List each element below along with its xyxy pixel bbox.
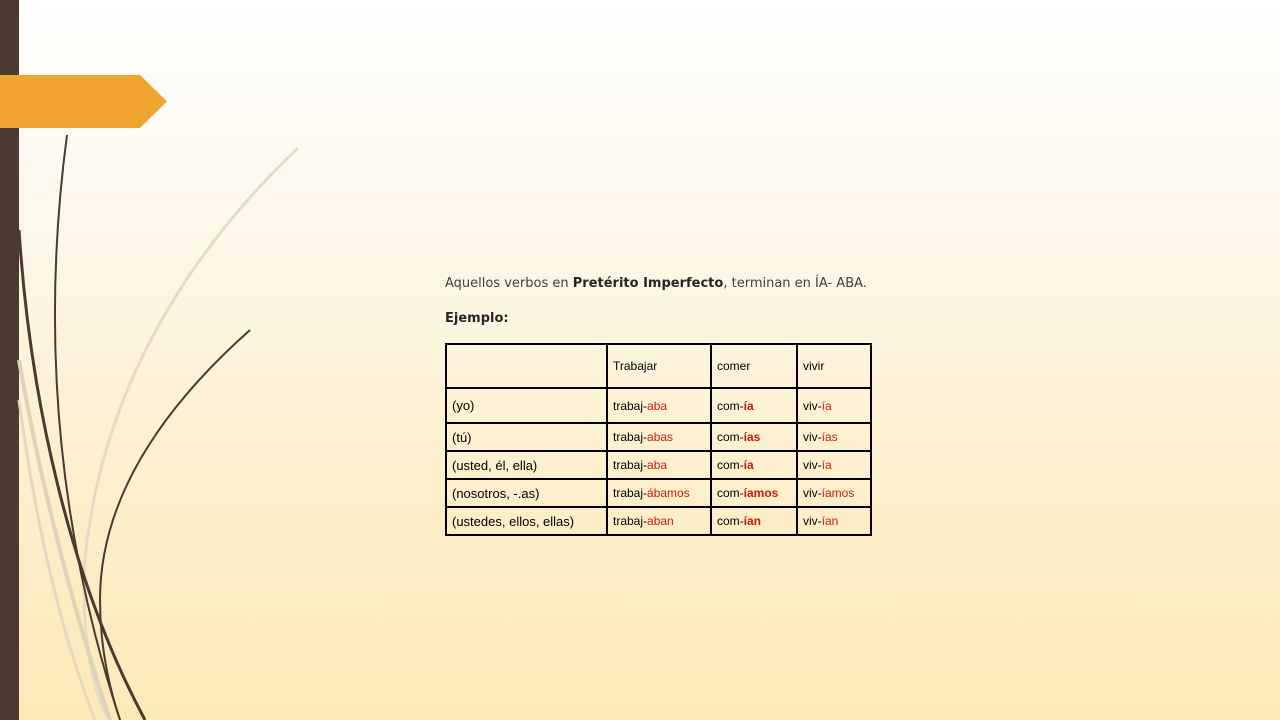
ending: ía <box>821 398 832 413</box>
table-header-row <box>446 344 871 388</box>
ending: ía <box>821 458 832 472</box>
trabajar-cell <box>607 479 711 507</box>
conjugation-table <box>445 343 872 536</box>
stem: viv- <box>803 430 822 444</box>
table-row <box>446 507 871 535</box>
trabajar-cell <box>607 388 711 423</box>
stem: viv- <box>803 398 822 413</box>
header-cell-comer: comer <box>711 344 797 388</box>
stem: com- <box>717 514 744 528</box>
ending: aba <box>647 458 668 472</box>
trabajar-cell <box>607 507 711 535</box>
stem: com- <box>717 486 744 500</box>
stem: trabaj- <box>613 430 648 444</box>
vivir-cell <box>797 423 871 451</box>
comer-cell <box>711 451 797 479</box>
subject-cell: (tú) <box>446 423 607 451</box>
stem: viv- <box>803 458 822 472</box>
subject-cell: (yo) <box>446 388 607 423</box>
vivir-cell <box>797 479 871 507</box>
vivir-cell <box>797 451 871 479</box>
decorative-swooshes <box>0 0 320 720</box>
stem: com- <box>717 458 744 472</box>
stem: trabaj- <box>613 514 648 528</box>
trabajar-cell <box>607 451 711 479</box>
ending: abas <box>647 430 674 444</box>
table-row <box>446 423 871 451</box>
stem: trabaj- <box>613 458 648 472</box>
example-label: Ejemplo: <box>445 311 509 326</box>
comer-cell <box>711 423 797 451</box>
subject-cell: (usted, él, ella) <box>446 451 607 479</box>
intro-text <box>445 276 1045 291</box>
ending: ías <box>821 430 838 444</box>
table-row <box>446 388 871 423</box>
stem: trabaj- <box>613 486 648 500</box>
ending: ábamos <box>647 486 690 500</box>
ending: ían <box>821 514 839 528</box>
header-cell-trabajar: Trabajar <box>607 344 711 388</box>
comer-cell <box>711 388 797 423</box>
comer-cell <box>711 507 797 535</box>
ending: aban <box>647 514 674 528</box>
stem: com- <box>717 398 744 413</box>
vivir-cell <box>797 388 871 423</box>
intro-pre: Aquellos verbos en <box>445 276 573 291</box>
ending: íamos <box>743 486 779 500</box>
ending: ía <box>743 398 754 413</box>
ending: ías <box>743 430 761 444</box>
header-cell-vivir: vivir <box>797 344 871 388</box>
stem: trabaj- <box>613 398 648 413</box>
stem: com- <box>717 430 744 444</box>
intro-bold-term: Pretérito Imperfecto <box>572 276 724 291</box>
table-row <box>446 451 871 479</box>
stem: viv- <box>803 514 822 528</box>
stem: viv- <box>803 486 822 500</box>
ending: aba <box>647 398 668 413</box>
trabajar-cell <box>607 423 711 451</box>
vivir-cell <box>797 507 871 535</box>
comer-cell <box>711 479 797 507</box>
table-row <box>446 479 871 507</box>
header-cell-empty <box>446 344 607 388</box>
subject-cell: (ustedes, ellos, ellas) <box>446 507 607 535</box>
intro-post: , terminan en ÍA- ABA. <box>723 276 867 291</box>
subject-cell: (nosotros, -.as) <box>446 479 607 507</box>
ending: íamos <box>821 486 855 500</box>
ending: ía <box>743 458 754 472</box>
ending: ían <box>743 514 762 528</box>
